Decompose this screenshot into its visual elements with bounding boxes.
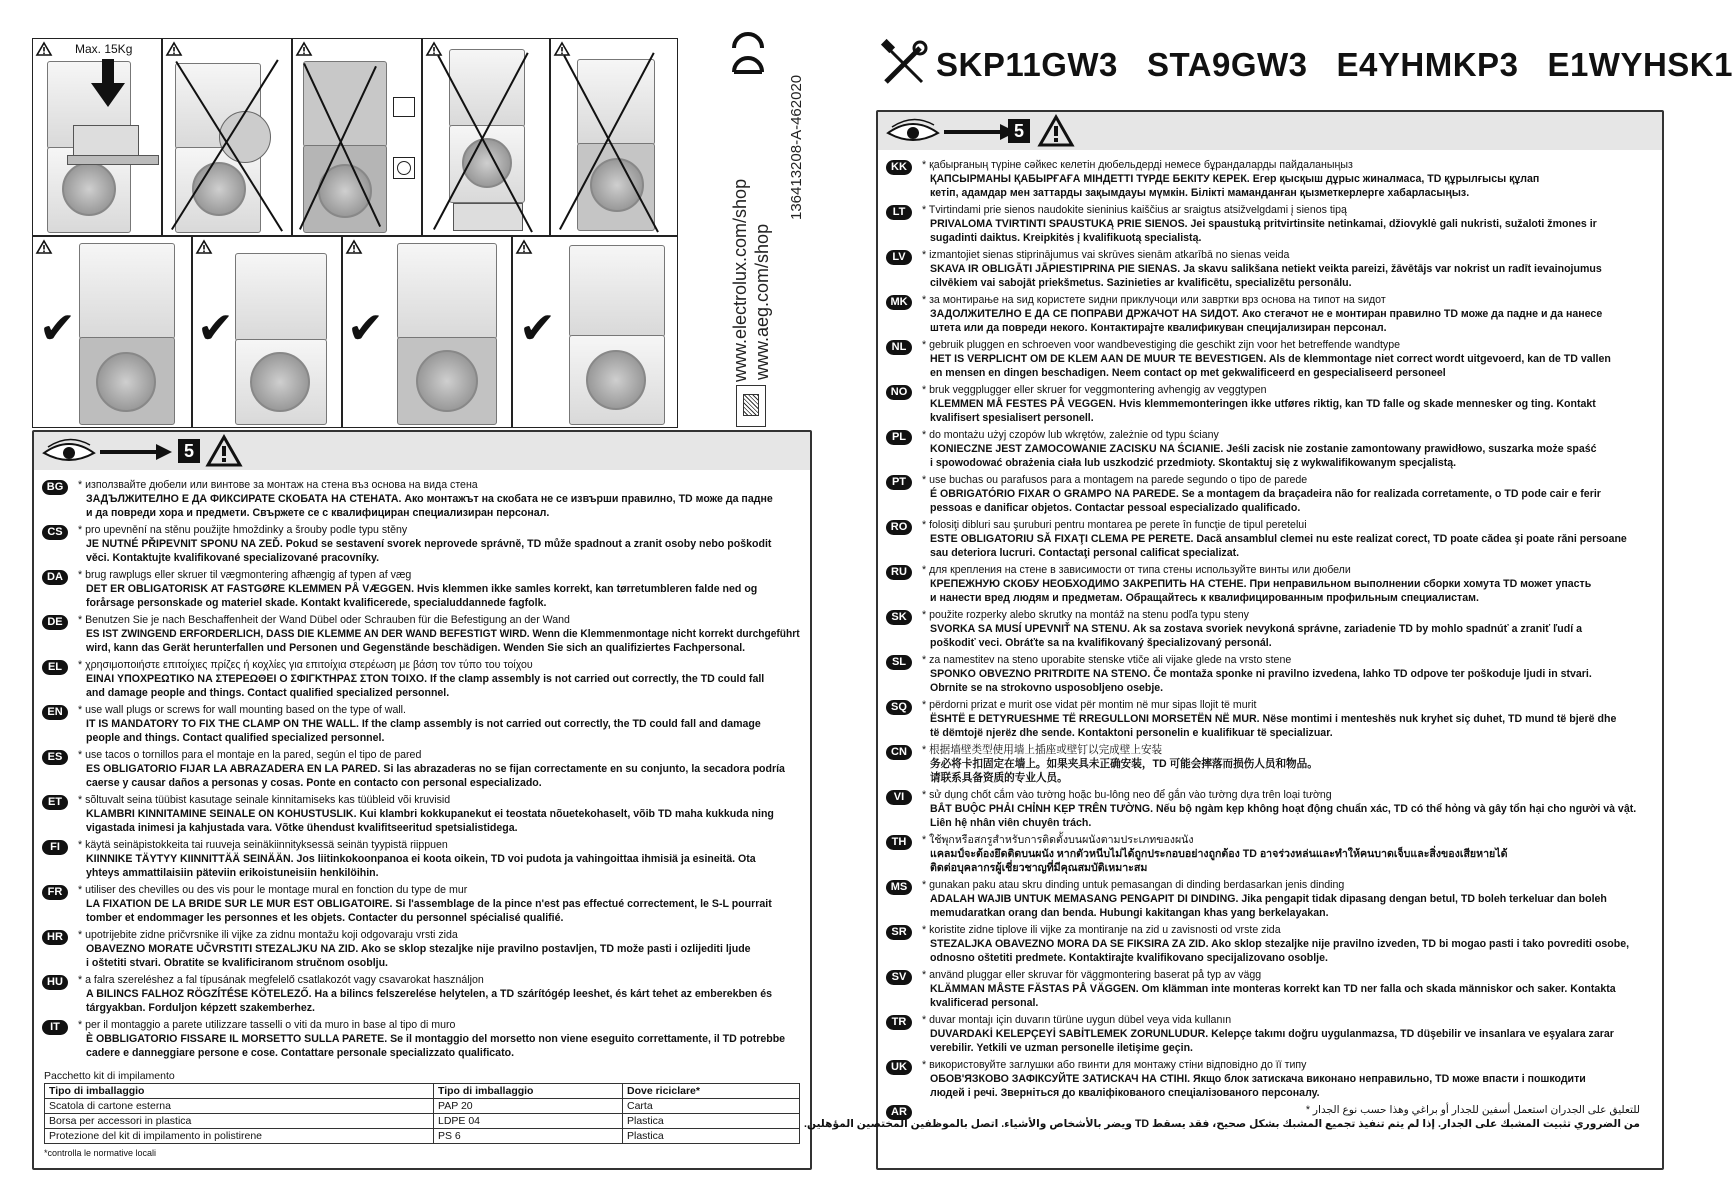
- language-badge: FR: [42, 885, 68, 900]
- language-warning: ËSHTË E DETYRUESHME TË RREGULLONI MORSETËN NË MUR. Nëse montimi i menteshës nuk kryhet siç duhet, TD mund të bjerë dhe: [930, 713, 1617, 725]
- language-entry-pl: [878, 428, 1662, 473]
- language-entry-uk: [878, 1058, 1662, 1103]
- language-badge: SK: [886, 610, 912, 625]
- language-note: * folosiţi dibluri sau şuruburi pentru montarea pe perete în funcţie de tipul peretelui: [922, 519, 1307, 531]
- language-advice: Obrnite se na strokovno usposobljeno osebje.: [930, 682, 1164, 694]
- language-note: * для крепления на стене в зависимости от типа стены используйте винты или дюбели: [922, 564, 1351, 576]
- language-advice: i oštetiti stvari. Obratite se kvalificiranom stručnom osoblju.: [86, 957, 388, 969]
- language-warning: KIINNIKE TÄYTYY KIINNITTÄÄ SEINÄÄN. Jos liitinkokoonpanoa ei koota oikein, TD voi pudota ja vahingoittaa ihmisiä ja esineitä. Ota: [86, 853, 756, 865]
- panel-max-load: [32, 38, 162, 236]
- language-badge: CN: [886, 745, 912, 760]
- language-badge: ET: [42, 795, 68, 810]
- language-note: * koristite zidne tiplove ili vijke za montiranje na zid u zavisnosti od vrste zida: [922, 924, 1281, 936]
- language-warning: DET ER OBLIGATORISK AT FASTGØRE KLEMMEN PÅ VÆGGEN. Hvis klemmen ikke samles korrekt, kan tørretumbleren falde ned og: [86, 583, 758, 595]
- step-number: 5: [178, 439, 200, 463]
- panel-correct-3: [342, 236, 512, 428]
- check-mark-icon: ✔: [197, 303, 234, 354]
- language-badge: LV: [886, 250, 912, 265]
- language-entry-ar: [804, 1103, 1662, 1148]
- language-entry-sq: [878, 698, 1662, 743]
- dryer-unit: [569, 245, 665, 337]
- language-badge: HU: [42, 975, 68, 990]
- table-cell: Carta: [623, 1099, 800, 1114]
- language-warning: KLAMBRI KINNITAMINE SEINALE ON KOHUSTUSLIK. Kui klambri kokkupanekut ei teostata nõuetekohaselt, võib TD maha kukkuda ning: [86, 808, 774, 820]
- url-aeg: www.aeg.com/shop: [752, 223, 772, 380]
- language-badge: EN: [42, 705, 68, 720]
- language-warning: من الضروري تثبيت المشبك على الجدار. إذا لم يتم تنفيذ تجميع المشبك بشكل صحيح، فقد يسقط TD ويضر بالأشخاص والأشياء. اتصل بالموظفين المختصين المؤهلين.: [804, 1118, 1640, 1130]
- language-entry-cn: [878, 743, 1662, 788]
- language-entry-ms: [878, 878, 1662, 923]
- language-entry-cs: [34, 523, 810, 568]
- language-warning: KLEMMEN MÅ FESTES PÅ VEGGEN. Hvis klemmemonteringen ikke utføres riktig, kan TD falle og skade mennesker og ting. Kontakt: [930, 398, 1596, 410]
- language-badge: DA: [42, 570, 68, 585]
- language-entry-fr: [34, 883, 810, 928]
- language-badge: KK: [886, 160, 912, 175]
- dryer-unit: [235, 253, 327, 341]
- tumble-dry-symbol-icon: [393, 157, 415, 179]
- language-badge: DE: [42, 615, 68, 630]
- language-advice: vigastada inimesi ja kahjustada vara. Võtke ühendust kvalifitseeritud spetsialistidega.: [86, 822, 518, 834]
- language-advice: людей і речі. Зверніться до кваліфікованого спеціалізованого персоналу.: [930, 1087, 1320, 1099]
- language-note: للتعليق على الجدران استعمل أسفين للجدار أو براغي وهذا حسب نوع الجدار *: [1305, 1104, 1640, 1116]
- right-instructions-box: [804, 110, 1664, 1170]
- language-advice: forårsage personskade og materiel skade. Kontakt kvalificerede, specialuddannede fagfolk.: [86, 597, 547, 609]
- language-badge: HR: [42, 930, 68, 945]
- down-arrow-icon: [91, 59, 125, 109]
- table-cell: PS 6: [434, 1129, 623, 1144]
- panel-no-tumble: [292, 38, 422, 236]
- model-1: SKP11GW3: [936, 46, 1118, 83]
- language-note: * use tacos o tornillos para el montaje en la pared, según el tipo de pared: [78, 749, 422, 761]
- eye-icon: [42, 441, 96, 463]
- language-entry-da: [34, 568, 810, 613]
- language-note: * χρησιμοποιήστε επιτοίχιες πρίζες ή κοχλίες για επιτοίχια στερέωση με βάση τον τύπο του τοίχου: [78, 659, 533, 671]
- language-warning: ES OBLIGATORIO FIJAR LA ABRAZADERA EN LA PARED. Si las abrazaderas no se fijan correctamente en su conjunto, la secadora podría: [86, 763, 785, 775]
- language-badge: FI: [42, 840, 68, 855]
- packaging-caption: Pacchetto kit di impilamento: [44, 1070, 175, 1082]
- warning-icon: [346, 240, 362, 254]
- language-advice: и нанести вред людям и предметам. Обращайтесь к квалифицированным профильным специалистам.: [930, 592, 1479, 604]
- language-badge: UK: [886, 1060, 912, 1075]
- recycling-bin-icon: [736, 385, 766, 427]
- language-warning: É OBRIGATÓRIO FIXAR O GRAMPO NA PAREDE. Se a montagem da braçadeira não for realizada corretamente, o TD pode cair e ferir: [930, 488, 1601, 500]
- washer-unit: [569, 335, 665, 425]
- language-warning: SVORKA SA MUSÍ UPEVNIŤ NA STENU. Ak sa zostava svoriek nevykoná správne, zariadenie TD by mohlo spadnúť a zraniť ľudí a: [930, 623, 1582, 635]
- language-warning: КРЕПЕЖНУЮ СКОБУ НЕОБХОДИМО ЗАКРЕПИТЬ НА СТЕНЕ. При неправильном выполнении сборки хомута TD может упасть: [930, 578, 1592, 590]
- language-note: * använd pluggar eller skruvar för väggmontering baserat på typ av vägg: [922, 969, 1262, 981]
- language-advice: tárgyakban. Forduljon képzett szakemberhez.: [86, 1002, 316, 1014]
- language-advice: ติดต่อบุคลากรผู้เชี่ยวชาญที่มีคุณสมบัติเหมาะสม: [930, 862, 1148, 874]
- language-entry-lv: [878, 248, 1662, 293]
- language-warning: È OBBLIGATORIO FISSARE IL MORSETTO SULLA PARETE. Se il montaggio del morsetto non viene eseguito correttamente, il TD potrebbe: [86, 1033, 786, 1045]
- doc-code: 136413208-A-462020: [788, 74, 805, 220]
- language-advice: kvalificerad personal.: [930, 997, 1039, 1009]
- language-badge: CS: [42, 525, 68, 540]
- language-badge: SV: [886, 970, 912, 985]
- language-advice: verebilir. Yetkili ve uzman personelle iletişime geçin.: [930, 1042, 1194, 1054]
- warning-icon: [426, 42, 442, 56]
- language-note: * sử dụng chốt cắm vào tường hoặc bu-lông neo để gắn vào tường dựa trên loại tường: [922, 789, 1332, 801]
- language-note: * per il montaggio a parete utilizzare tasselli o viti da muro in base al tipo di muro: [78, 1019, 456, 1031]
- language-note: * 根据墙壁类型使用墙上插座或壁钉以完成壁上安装: [922, 744, 1163, 756]
- language-entry-de: [34, 613, 810, 658]
- language-advice: věci. Kontaktujte kvalifikované specializované pracovníky.: [86, 552, 380, 564]
- language-warning: LA FIXATION DE LA BRIDE SUR LE MUR EST OBLIGATOIRE. Si l'assemblage de la pince n'est pas effectué correctement, le S-L pourrait: [86, 898, 772, 910]
- language-badge: TR: [886, 1015, 912, 1030]
- language-note: * use buchas ou parafusos para a montagem na parede segundo o tipo de parede: [922, 474, 1308, 486]
- language-warning: HET IS VERPLICHT OM DE KLEM AAN DE MUUR TE BEVESTIGEN. Als de klemmontage niet correct wordt uitgevoerd, kan de TD vallen: [930, 353, 1611, 365]
- language-badge: TH: [886, 835, 912, 850]
- language-note: * brug rawplugs eller skruer til vægmontering afhængig af typen af væg: [78, 569, 412, 581]
- language-badge: RU: [886, 565, 912, 580]
- language-entry-et: [34, 793, 810, 838]
- language-badge: NO: [886, 385, 912, 400]
- ce-mark-icon: [730, 40, 766, 94]
- washer-unit: [235, 339, 327, 425]
- max-load-label: Max. 15Kg: [75, 42, 133, 56]
- language-badge: SQ: [886, 700, 912, 715]
- language-badge: IT: [42, 1020, 68, 1035]
- washer-door: [586, 350, 646, 410]
- child-figure: [219, 111, 271, 163]
- language-entry-lt: [878, 203, 1662, 248]
- language-warning: 务必将卡扣固定在墙上。如果夹具未正确安装，TD 可能会摔落而损伤人员和物品。: [930, 758, 1318, 770]
- washer-unit: [449, 125, 525, 203]
- language-warning: IT IS MANDATORY TO FIX THE CLAMP ON THE WALL. If the clamp assembly is not carried out correctly, the TD could fall and damage: [86, 718, 761, 730]
- language-entry-nl: [878, 338, 1662, 383]
- warning-icon: [36, 240, 52, 254]
- language-advice: odnosno oštetiti predmete. Kontaktirajte kvalifikovano specijalizovano osoblje.: [930, 952, 1328, 964]
- wash-tub-symbol-icon: [393, 97, 415, 117]
- language-warning: ОБОВ'ЯЗКОВО ЗАФІКСУЙТЕ ЗАТИСКАЧ НА СТІНІ. Якщо блок затискача виконано неправильно, TD може впасти і пошкодити: [930, 1073, 1586, 1085]
- language-badge: SR: [886, 925, 912, 940]
- table-cell: Plastica: [623, 1114, 800, 1129]
- language-badge: VI: [886, 790, 912, 805]
- language-advice: and damage people and things. Contact qualified specialized personnel.: [86, 687, 450, 699]
- language-entry-ru: [878, 563, 1662, 608]
- language-note: * sõltuvalt seina tüübist kasutage seinale kinnitamiseks kas tüübleid või kruvisid: [78, 794, 451, 806]
- language-entry-hu: [34, 973, 810, 1018]
- language-advice: Liên hệ nhân viên chuyên trách.: [930, 817, 1092, 829]
- table-cell: LDPE 04: [434, 1114, 623, 1129]
- warning-icon: [166, 42, 182, 56]
- table-cell: Scatola di cartone esterna: [45, 1099, 434, 1114]
- url-electrolux: www.electrolux.com/shop: [730, 178, 750, 382]
- washer-door: [416, 350, 478, 412]
- language-note: * käytä seinäpistokkeita tai ruuveja seinäkiinnityksessä seinän tyypistä riippuen: [78, 839, 448, 851]
- table-cell: PAP 20: [434, 1099, 623, 1114]
- language-note: * a falra szereléshez a fal típusának megfelelő csatlakozót vagy csavarokat használjon: [78, 974, 484, 986]
- language-note: * използвайте дюбели или винтове за монтаж на стена въз основа на вида стена: [78, 479, 478, 491]
- warning-icon: [196, 240, 212, 254]
- warning-icon: [296, 42, 312, 56]
- language-badge: EL: [42, 660, 68, 675]
- warning-icon: [554, 42, 570, 56]
- language-note: * použite rozperky alebo skrutky na montáž na stenu podľa typu steny: [922, 609, 1249, 621]
- language-note: * do montażu użyj czopów lub wkrętów, zależnie od typu ściany: [922, 429, 1219, 441]
- language-badge: MS: [886, 880, 912, 895]
- language-entry-bg: [34, 478, 810, 523]
- language-advice: yhteys ammattilaisiin päteviin erikoistuneisiin henkilöihin.: [86, 867, 379, 879]
- language-warning: ЗАДЪЛЖИТЕЛНО Е ДА ФИКСИРАТЕ СКОБАТА НА СТЕНАТА. Ако монтажът на скобата не се извърши правилно, TD може да падне: [86, 493, 773, 505]
- table-row: [45, 1099, 800, 1114]
- language-entry-sr: [878, 923, 1662, 968]
- language-warning: ҚАПСЫРМАНЫ ҚАБЫРҒАҒА МІНДЕТТІ ТҮРДЕ БЕКІТУ КЕРЕК. Егер қысқыш дұрыс жиналмаса, TD құрылғысы құлап: [930, 173, 1540, 185]
- language-advice: sau deteriora lucruri. Contactaţi personal calificat specializat.: [930, 547, 1240, 559]
- washer-unit: [303, 145, 387, 233]
- language-badge: MK: [886, 295, 912, 310]
- step-banner: [878, 112, 1662, 150]
- table-header-cell: Tipo di imballaggio: [45, 1084, 434, 1099]
- washer-door: [590, 158, 644, 212]
- language-entry-sv: [878, 968, 1662, 1013]
- language-note: * use wall plugs or screws for wall mounting based on the type of wall.: [78, 704, 406, 716]
- language-warning: KLÄMMAN MÅSTE FÄSTAS PÅ VÄGGEN. Om klämman inte monteras korrekt kan TD ner falla och skada människor och saker. Kontakta: [930, 983, 1616, 995]
- language-entry-fi: [34, 838, 810, 883]
- language-note: * utiliser des chevilles ou des vis pour le montage mural en fonction du type de mur: [78, 884, 468, 896]
- language-badge: RO: [886, 520, 912, 535]
- language-badge: PT: [886, 475, 912, 490]
- language-warning: PRIVALOMA TVIRTINTI SPAUSTUKĄ PRIE SIENOS. Jei spaustuką pritvirtinsite netinkamai, džiovyklė gali nukristi, sužaloti žmones ir: [930, 218, 1597, 230]
- model-2: STA9GW3: [1146, 46, 1308, 83]
- language-advice: caerse y causar daños a personas y cosas. Ponte en contacto con personal especializado.: [86, 777, 542, 789]
- dryer-unit: [79, 243, 175, 339]
- language-entry-es: [34, 748, 810, 793]
- language-badge: LT: [886, 205, 912, 220]
- model-4: E1WYHSK1: [1547, 46, 1733, 83]
- panel-correct-4: [512, 236, 678, 428]
- language-advice: wird, kann das Gerät herunterfallen und Personen und Gegenstände beschädigen. Wenden Sie sich an qualifiziertes Fachpersonal.: [86, 642, 746, 654]
- panel-correct-2: [192, 236, 342, 428]
- language-note: * Tvirtindami prie sienos naudokite sieninius kaiščius ar sraigtus atsižvelgdami į sienos tipą: [922, 204, 1347, 216]
- language-note: * қабырғаның түріне сәйкес келетін дюбельдерді немесе бұрандаларды пайдаланыңыз: [922, 159, 1353, 171]
- plinth: [453, 203, 523, 231]
- language-warning: SPONKO OBVEZNO PRITRDITE NA STENO. Če montaža sponke ni pravilno izvedena, lahko TD odpove ter poškoduje ljudi in stvari.: [930, 668, 1592, 680]
- language-entry-it: [34, 1018, 810, 1063]
- washer-door: [192, 162, 246, 216]
- language-entry-th: [878, 833, 1662, 878]
- language-warning: OBAVEZNO MORATE UČVRSTITI STEZALJKU NA ZID. Ako se sklop stezaljke nije pravilno postavljen, TD može pasti i ozlijediti ljude: [86, 943, 751, 955]
- step-number: 5: [1008, 119, 1030, 143]
- language-advice: i spowodować obrażenia ciała lub uszkodzić przedmioty. Skontaktuj się z wykwalifikowanym specjalistą.: [930, 457, 1457, 469]
- language-advice: të dëmtojë njerëz dhe sende. Kontaktoni personelin e kualifikuar të specializuar.: [930, 727, 1333, 739]
- language-warning: แคลมป์จะต้องยึดติดบนผนัง หากตัวหนีบไม่ได้ถูกประกอบอย่างถูกต้อง TD อาจร่วงหล่นและทำให้คนบาดเจ็บและสิ่งของเสียหายได้: [930, 848, 1508, 860]
- table-cell: Protezione del kit di impilamento in polistirene: [45, 1129, 434, 1144]
- language-entry-pt: [878, 473, 1662, 518]
- packaging-table: [44, 1083, 800, 1144]
- tools-icon: [880, 40, 928, 88]
- language-note: * ใช้พุกหรือสกรูสำหรับการติดตั้งบนผนังตามประเภทของผนัง: [922, 834, 1194, 846]
- washer-unit: [79, 337, 175, 425]
- language-warning: ES IST ZWINGEND ERFORDERLICH, DASS DIE KLEMME AN DER WAND BEFESTIGT WIRD. Wenn die Klemmenmontage nicht korrekt durchgeführt: [86, 628, 800, 640]
- table-row: [45, 1114, 800, 1129]
- arrow-right-icon: [944, 124, 1016, 140]
- washer-door: [96, 352, 156, 412]
- language-warning: STEZALJKA OBAVEZNO MORA DA SE FIKSIRA ZA ZID. Ako sklop stezaljke nije pravilno izveden, TD bi mogao pasti i tako povrediti osobe,: [930, 938, 1630, 950]
- washer-door: [62, 162, 116, 216]
- language-badge: BG: [42, 480, 68, 495]
- language-note: * за монтирање на ѕид користете ѕидни приклучоци или завртки врз основа на типот на ѕидот: [922, 294, 1386, 306]
- language-note: * duvar montajı için duvarın türüne uygun dübel veya vida kullanın: [922, 1014, 1232, 1026]
- language-advice: tomber et endommager les personnes et les objets. Contacter du personnel spécialisé qualifié.: [86, 912, 564, 924]
- language-advice: и да повреди хора и предмети. Свържете се с квалифициран специализиран персонал.: [86, 507, 550, 519]
- language-advice: kvalifisert spesialisert personell.: [930, 412, 1094, 424]
- language-note: * використовуйте заглушки або гвинти для монтажу стіни відповідно до її типу: [922, 1059, 1307, 1071]
- arrow-right-icon: [100, 444, 172, 460]
- language-note: * gebruik pluggen en schroeven voor wandbevestiging die geschikt zijn voor het betreffende wandtype: [922, 339, 1401, 351]
- check-mark-icon: ✔: [519, 303, 556, 354]
- packaging-footnote: *controlla le normative locali: [44, 1148, 157, 1158]
- language-note: * upotrijebite zidne pričvrsnike ili vijke za zidnu montažu koji odgovaraju vrsti zida: [78, 929, 458, 941]
- language-badge: AR: [886, 1105, 912, 1120]
- language-note: * za namestitev na steno uporabite stenske vtiče ali vijake glede na vrsto stene: [922, 654, 1292, 666]
- language-warning: ΕΙΝΑΙ ΥΠΟΧΡΕΩΤΙΚΟ ΝΑ ΣΤΕΡΕΩΘΕΙ Ο ΣΦΙΓΚΤΗΡΑΣ ΣΤΟΝ ΤΟΙΧΟ. If the clamp assembly is not carried out correctly, the TD could fall: [86, 673, 765, 685]
- language-advice: 请联系具备资质的专业人员。: [930, 772, 1068, 784]
- language-note: * përdorni prizat e murit ose vidat për montim në mur sipas llojit të murit: [922, 699, 1257, 711]
- language-advice: cilvēkiem vai sabojāt priekšmetus. Sazinieties ar kvalificētu, specializētu personālu.: [930, 277, 1352, 289]
- language-note: * bruk veggplugger eller skruer for veggmontering avhengig av veggtypen: [922, 384, 1267, 396]
- model-list: [936, 46, 1733, 84]
- language-warning: BẮT BUỘC PHẢI CHỈNH KẸP TRÊN TƯỜNG. Nếu bộ ngàm kẹp không hoạt động chuẩn xác, TD có thể hỏng và gây tổn hại cho người và vật.: [930, 803, 1637, 815]
- panel-no-child: [162, 38, 292, 236]
- language-warning: DUVARDAKİ KELEPÇEYİ SABİTLEMEK ZORUNLUDUR. Kelepçe takımı doğru uygulanmazsa, TD düşebilir ve insanlara ve eşyalara zarar: [930, 1028, 1614, 1040]
- table-row: [45, 1129, 800, 1144]
- warning-icon: [36, 42, 52, 56]
- language-advice: memudaratkan orang dan benda. Hubungi kakitangan khas yang berkelayakan.: [930, 907, 1329, 919]
- table-header-cell: Dove riciclare*: [623, 1084, 800, 1099]
- language-warning: SKAVA IR OBLIGĀTI JĀPIESTIPRINA PIE SIENAS. Ja skavu salikšana netiekt veikta pareizi, žāvētājs var nokrist un radīt ievainojumus: [930, 263, 1602, 275]
- panel-correct-1: [32, 236, 192, 428]
- language-advice: people and things. Contact qualified specialized personnel.: [86, 732, 385, 744]
- language-badge: SL: [886, 655, 912, 670]
- language-entry-el: [34, 658, 810, 703]
- dryer-unit: [449, 49, 525, 127]
- washer-unit: [397, 337, 497, 425]
- table-header-cell: Tipo di imballaggio: [434, 1084, 623, 1099]
- language-entry-sk: [878, 608, 1662, 653]
- language-warning: ESTE OBLIGATORIU SĂ FIXAŢI CLEMA PE PERETE. Dacă ansamblul clemei nu este realizat corect, TD poate cădea şi poate răni persoane: [930, 533, 1627, 545]
- model-3: E4YHMKP3: [1336, 46, 1519, 83]
- language-warning: JE NUTNÉ PŘIPEVNIT SPONU NA ZEĎ. Pokud se sestavení svorek neprovede správně, TD může spadnout a zranit osoby nebo poškodit: [86, 538, 772, 550]
- language-badge: PL: [886, 430, 912, 445]
- language-entry-sl: [878, 653, 1662, 698]
- language-entry-mk: [878, 293, 1662, 338]
- language-entry-en: [34, 703, 810, 748]
- language-note: * izmantojiet sienas stiprinājumus vai skrūves sienām atkarībā no sienas veida: [922, 249, 1290, 261]
- warning-icon: [1038, 115, 1074, 147]
- language-entry-no: [878, 383, 1662, 428]
- laundry-basket: [73, 125, 139, 159]
- warning-icon: [206, 435, 242, 467]
- language-advice: pessoas e danificar objetos. Contactar pessoal especializado qualificado.: [930, 502, 1301, 514]
- table-header-row: [45, 1084, 800, 1099]
- language-entry-vi: [878, 788, 1662, 833]
- language-advice: cadere e danneggiare persone e cose. Contattare personale specializzato qualificato.: [86, 1047, 515, 1059]
- panel-no-plinth: [422, 38, 550, 236]
- language-advice: poškodiť veci. Obráťte sa na kvalifikovaný špecializovaný personál.: [930, 637, 1272, 649]
- panel-no-reverse: [550, 38, 678, 236]
- language-entry-tr: [878, 1013, 1662, 1058]
- language-entry-hr: [34, 928, 810, 973]
- language-warning: ADALAH WAJIB UNTUK MEMASANG PENGAPIT DI DINDING. Jika pengapit tidak dipasang dengan betul, TD boleh terkeluar dan boleh: [930, 893, 1607, 905]
- step-banner: [34, 432, 810, 470]
- warning-icon: [516, 240, 532, 254]
- washer-door: [250, 352, 310, 412]
- language-badge: NL: [886, 340, 912, 355]
- check-mark-icon: ✔: [347, 303, 384, 354]
- language-note: * pro upevnění na stěnu použijte hmoždinky a šrouby podle typu stěny: [78, 524, 408, 536]
- language-entry-ro: [878, 518, 1662, 563]
- shelf: [67, 155, 159, 165]
- language-entry-kk: [878, 158, 1662, 203]
- language-warning: ЗАДОЛЖИТЕЛНО Е ДА СЕ ПОПРАВИ ДРЖАЧОТ НА ЅИДОТ. Ако стегачот не е монтиран правилно TD може да падне и да нанесе: [930, 308, 1603, 320]
- language-warning: A BILINCS FALHOZ RÖGZÍTÉSE KÖTELEZŐ. Ha a bilincs felszerelése helytelen, a TD szárítógép leeshet, és kárt tehet az emberekben és: [86, 988, 773, 1000]
- eye-icon: [886, 121, 940, 143]
- language-warning: KONIECZNE JEST ZAMOCOWANIE ZACISKU NA ŚCIANIE. Jeśli zacisk nie zostanie zamontowany prawidłowo, suszarka może spaść: [930, 443, 1597, 455]
- check-mark-icon: ✔: [39, 303, 76, 354]
- language-advice: en mensen en dingen beschadigen. Neem contact op met gekwalificeerd en gespecialiseerd personeel: [930, 367, 1446, 379]
- dryer-unit: [397, 243, 497, 339]
- left-instructions-box: [32, 430, 812, 1170]
- language-advice: sugadinti daiktus. Kreipkitės į kvalifikuotą specialistą.: [930, 232, 1202, 244]
- language-note: * gunakan paku atau skru dinding untuk pemasangan di dinding berdasarkan jenis dinding: [922, 879, 1345, 891]
- table-cell: Borsa per accessori in plastica: [45, 1114, 434, 1129]
- language-advice: штета или да повреди некого. Контактирајте квалификуван специјализиран персонал.: [930, 322, 1387, 334]
- language-badge: ES: [42, 750, 68, 765]
- language-advice: кетіп, адамдар мен заттарды зақымдауы мүмкін. Білікті маманданған қызметкерлерге хабарласыңыз.: [930, 187, 1470, 199]
- language-note: * Benutzen Sie je nach Beschaffenheit der Wand Dübel oder Schrauben für die Befestigung an der Wand: [78, 614, 570, 626]
- table-cell: Plastica: [623, 1129, 800, 1144]
